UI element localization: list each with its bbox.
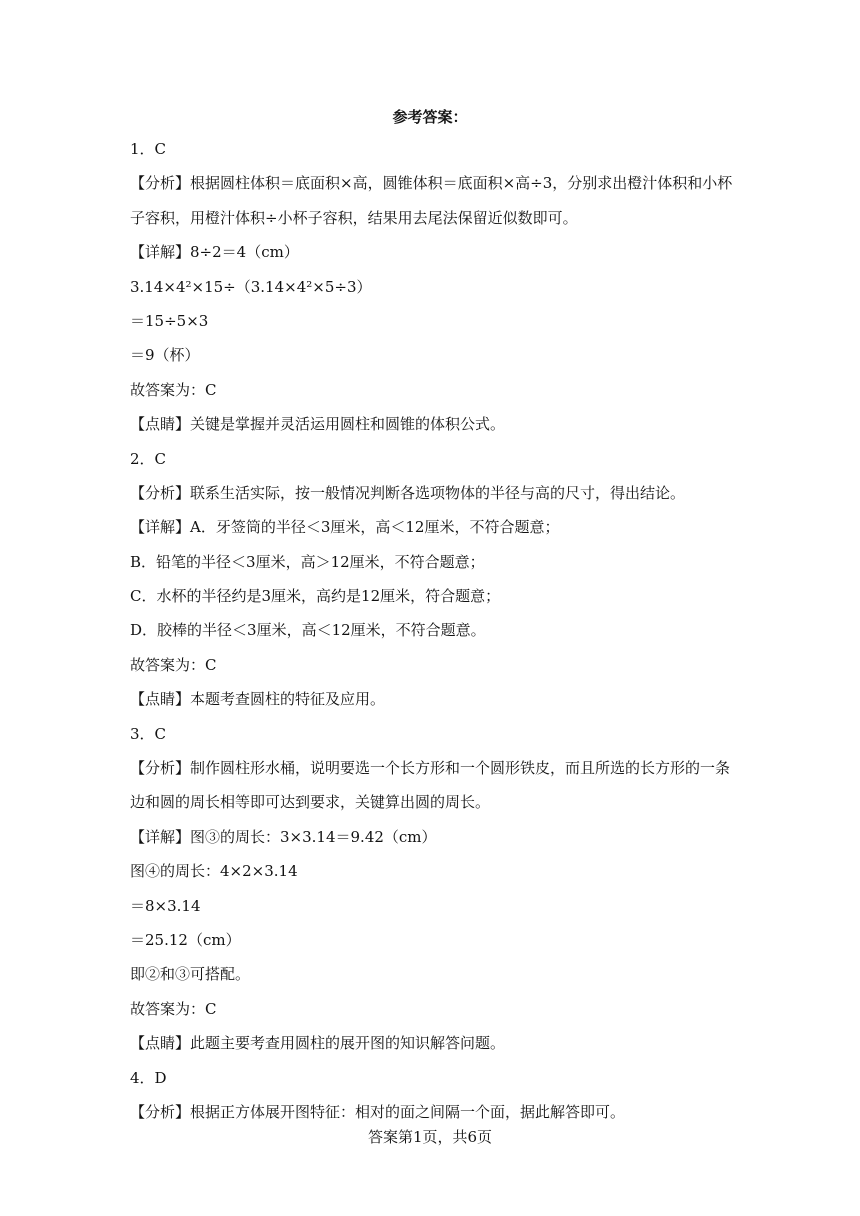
answer-body (130, 132, 770, 1129)
answer-line: 4．D (130, 1068, 167, 1087)
answer-line: 【点睛】此题主要考查用圆柱的展开图的知识解答问题。 (130, 1034, 506, 1053)
answer-line: 故答案为：C (130, 999, 217, 1018)
answer-line: 故答案为：C (130, 380, 217, 399)
answer-line: 子容积，用橙汁体积÷小杯子容积，结果用去尾法保留近似数即可。 (130, 208, 578, 227)
answer-line: ＝8×3.14 (130, 896, 201, 915)
answer-line: 故答案为：C (130, 655, 217, 674)
answer-line: 【分析】联系生活实际，按一般情况判断各选项物体的半径与高的尺寸，得出结论。 (130, 483, 686, 502)
answer-line: C．水杯的半径约是3厘米，高约是12厘米，符合题意； (130, 587, 501, 606)
answer-line: B．铅笔的半径＜3厘米，高＞12厘米，不符合题意； (130, 552, 485, 571)
answer-line: 【分析】根据正方体展开图特征：相对的面之间隔一个面，据此解答即可。 (130, 1102, 626, 1121)
answer-line: 【详解】A．牙签筒的半径＜3厘米，高＜12厘米，不符合题意； (130, 518, 560, 537)
answer-line: 2．C (130, 449, 167, 468)
answer-line: 【点睛】本题考查圆柱的特征及应用。 (130, 690, 386, 709)
answer-line: 【分析】制作圆柱形水桶，说明要选一个长方形和一个圆形铁皮，而且所选的长方形的一条 (130, 759, 731, 778)
answer-line: 【详解】8÷2＝4（cm） (130, 243, 299, 262)
answer-line: 1．C (130, 140, 167, 158)
answer-line: D．胶棒的半径＜3厘米，高＜12厘米，不符合题意。 (130, 621, 486, 640)
page-title: 参考答案： (392, 108, 468, 126)
answer-line: 【点睛】关键是掌握并灵活运用圆柱和圆锥的体积公式。 (130, 415, 506, 434)
answer-line: ＝15÷5×3 (130, 311, 209, 330)
answer-line: 3．C (130, 724, 167, 743)
page-footer: 答案第1页，共6页 (367, 1128, 493, 1146)
answer-line: 3.14×4²×15÷（3.14×4²×5÷3） (130, 277, 372, 296)
answer-line: 【分析】根据圆柱体积＝底面积×高，圆锥体积＝底面积×高÷3，分别求出橙汁体积和小杯 (130, 174, 733, 193)
answer-line: ＝9（杯） (130, 346, 200, 365)
answer-line: 即②和③可搭配。 (130, 965, 251, 984)
answer-line: 【详解】图③的周长：3×3.14＝9.42（cm） (130, 827, 437, 846)
answer-line: 边和圆的周长相等即可达到要求，关键算出圆的周长。 (130, 793, 491, 812)
answer-line: 图④的周长：4×2×3.14 (130, 862, 298, 881)
answer-line: ＝25.12（cm） (130, 930, 241, 949)
